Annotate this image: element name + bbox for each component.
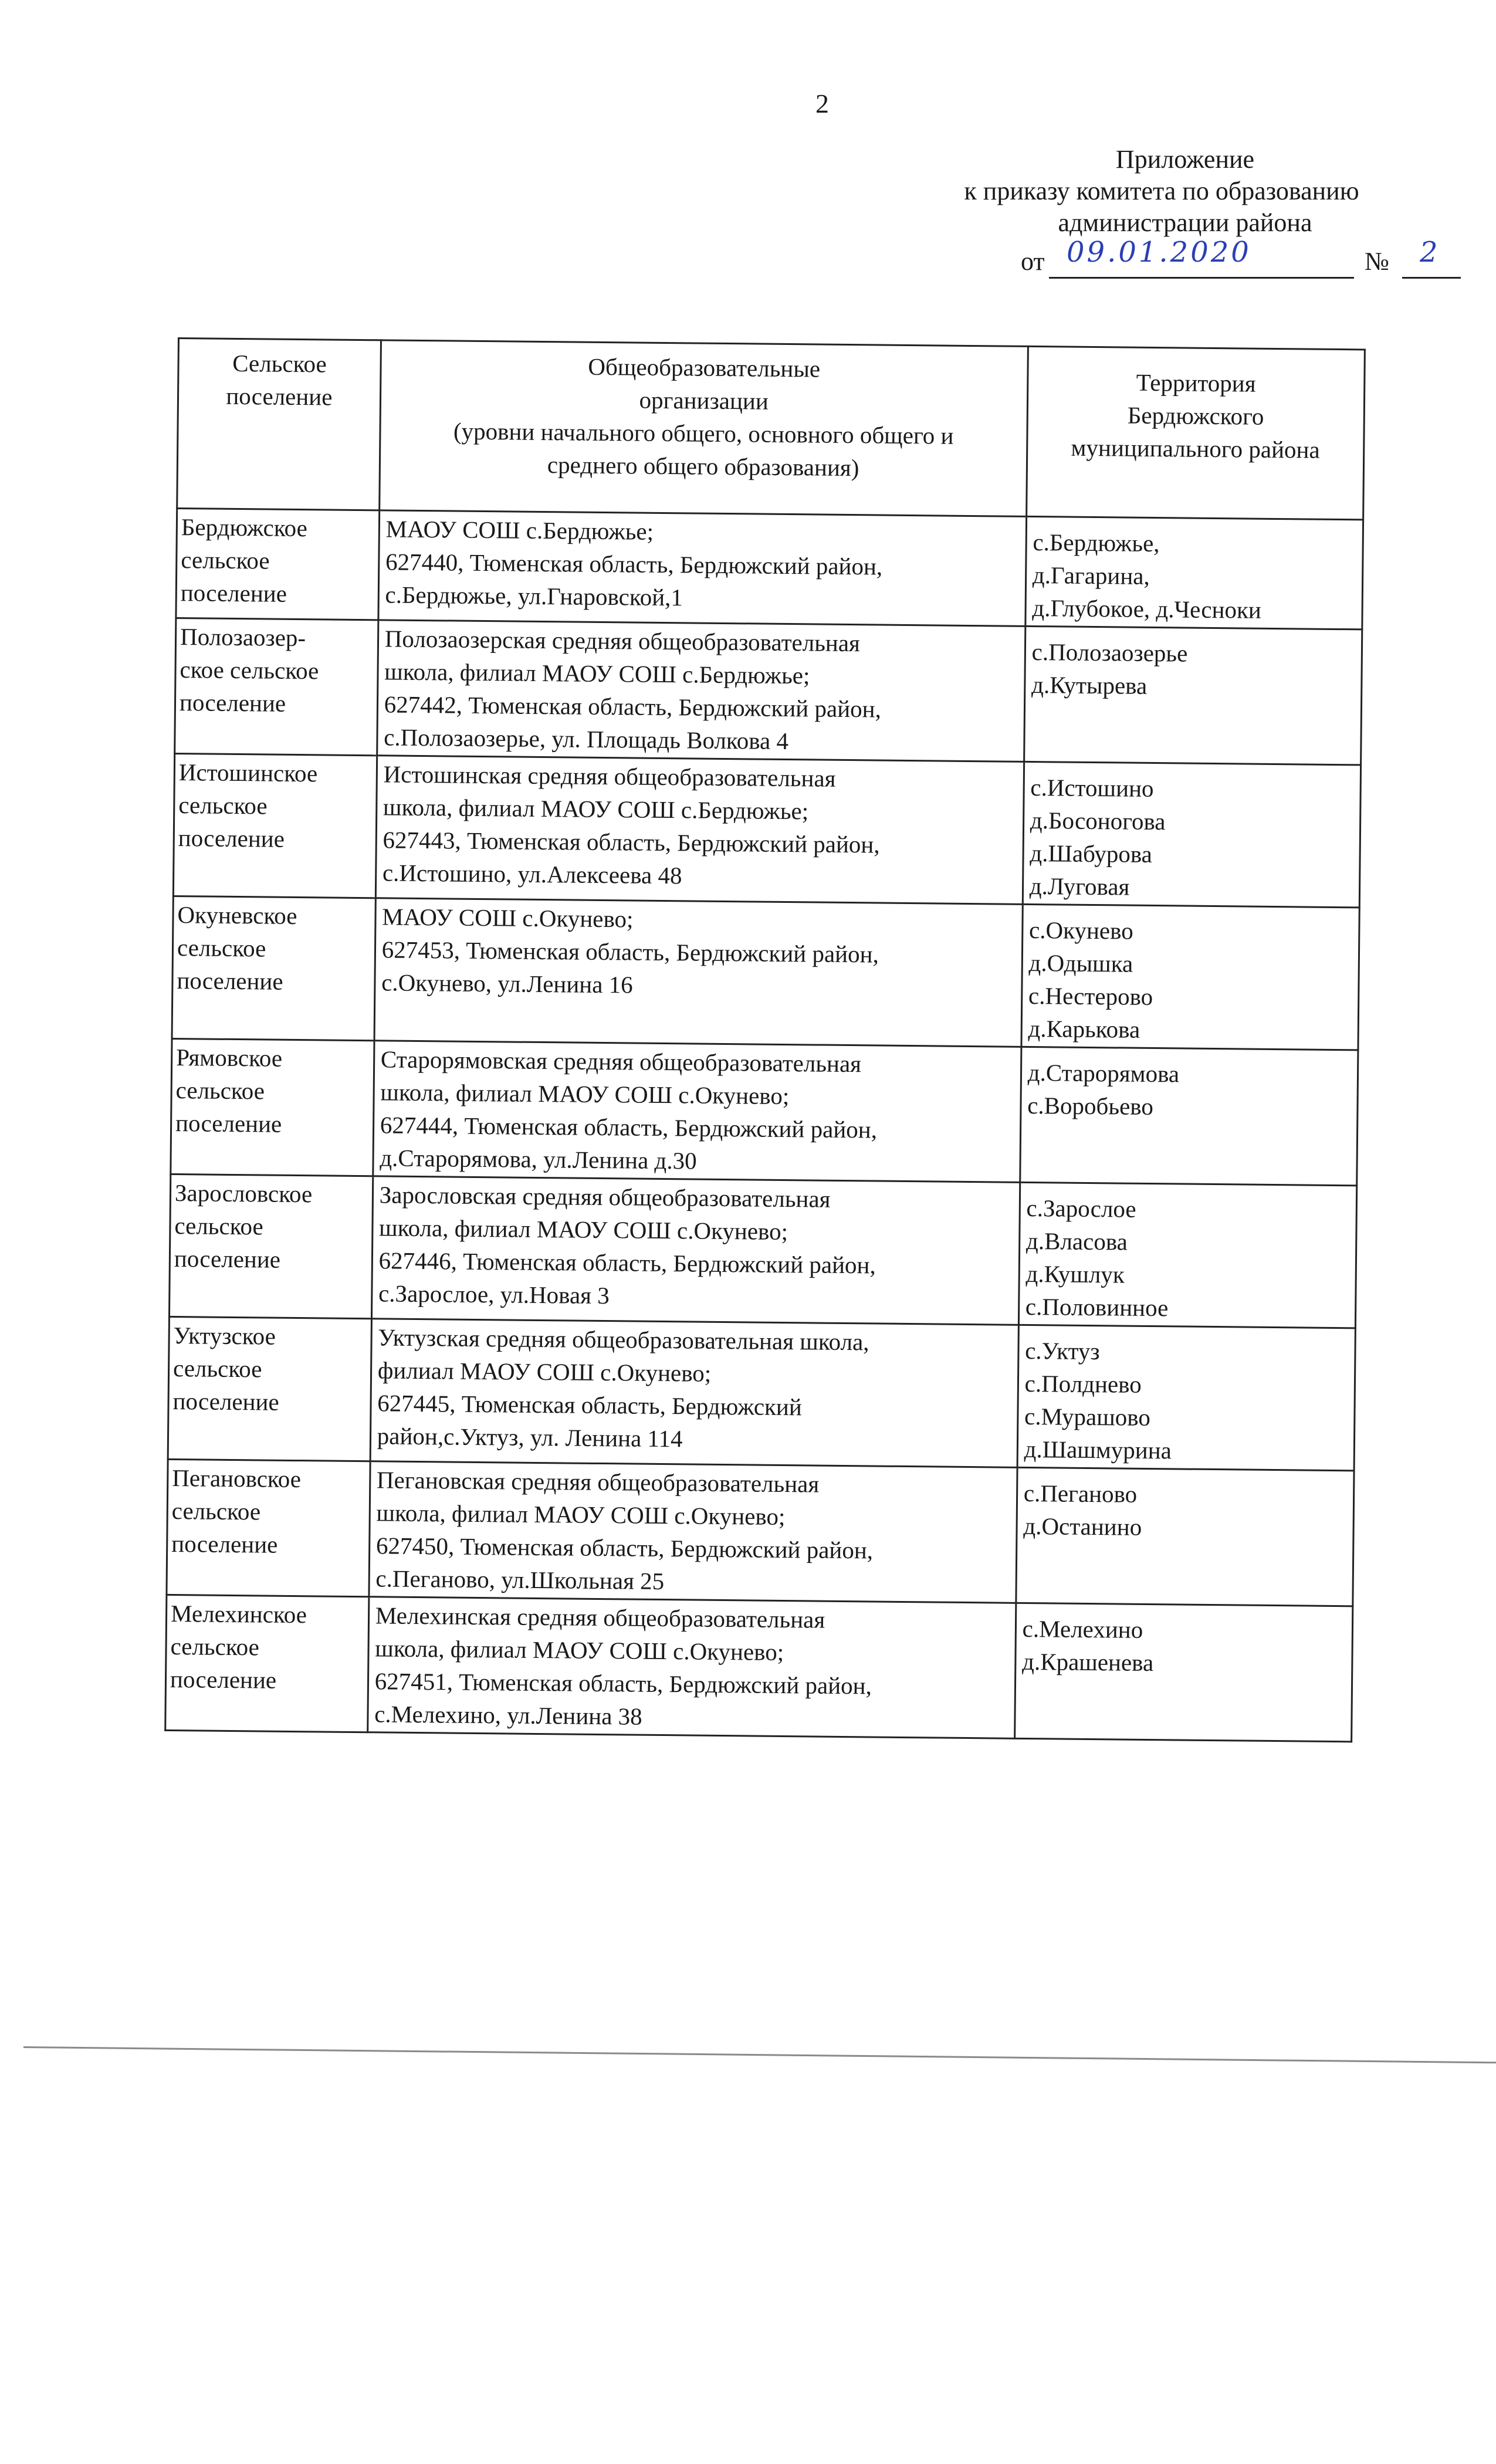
- territory-cell: [1018, 1182, 1357, 1328]
- territory-cell: [1021, 904, 1360, 1050]
- cell-text-line: сельское: [172, 1355, 262, 1383]
- cell-text-line: с.Пеганово: [1023, 1479, 1138, 1508]
- appendix-order-reference: к приказу комитета по образованию: [964, 177, 1359, 205]
- organization-cell: [374, 898, 1023, 1047]
- cell-text-line: школа, филиал МАОУ СОШ с.Окунево;: [376, 1499, 786, 1531]
- organization-cell: [378, 510, 1027, 627]
- cell-text-line: сельское: [174, 1212, 263, 1240]
- table-row: [175, 618, 1362, 764]
- territory-cell: [1020, 1047, 1358, 1186]
- cell-text-line: с.Зарослое, ул.Новая 3: [378, 1280, 610, 1309]
- header-settlement: [177, 339, 381, 510]
- number-prefix: №: [1365, 247, 1389, 276]
- cell-text-line: с.Уктуз: [1025, 1336, 1100, 1365]
- handwritten-number: 2: [1420, 236, 1440, 269]
- cell-text-line: Зарословское: [174, 1179, 313, 1208]
- cell-text-line: школа, филиал МАОУ СОШ с.Бердюжье;: [384, 658, 810, 689]
- cell-text-line: поселение: [179, 689, 286, 717]
- cell-text-line: поселение: [170, 1665, 277, 1694]
- cell-text-line: Уктузская средняя общеобразовательная школа,: [378, 1324, 869, 1356]
- cell-text-line: д.Останино: [1023, 1512, 1142, 1541]
- cell-text-line: с.Полозаозерье, ул. Площадь Волкова 4: [383, 723, 789, 755]
- organization-cell: [369, 1461, 1017, 1603]
- cell-text-line: Истошинская средняя общеобразовательная: [383, 760, 836, 792]
- cell-text-line: д.Гагарина,: [1032, 561, 1150, 590]
- cell-text-line: 627444, Тюменская область, Бердюжский район,: [380, 1111, 878, 1143]
- cell-text-line: 627445, Тюменская область, Бердюжский: [377, 1389, 803, 1421]
- cell-text-line: с.Мелехино, ул.Ленина 38: [374, 1700, 642, 1730]
- cell-text-line: д.Кушлук: [1025, 1260, 1125, 1288]
- cell-text-line: д.Одышка: [1028, 949, 1133, 977]
- cell-text-line: с.Зарослое: [1026, 1194, 1136, 1223]
- settlement-cell: [172, 896, 375, 1040]
- cell-text-line: с.Окунево: [1028, 916, 1133, 945]
- cell-text-line: сельское: [178, 791, 268, 820]
- cell-text-line: поселение: [180, 579, 287, 607]
- cell-text-line: муниципального района: [1071, 434, 1320, 463]
- cell-text-line: Рямовское: [176, 1044, 283, 1072]
- settlement-cell: [173, 753, 377, 898]
- cell-text-line: Пегановское: [172, 1464, 302, 1493]
- table-row: [171, 1038, 1358, 1185]
- cell-text-line: с.Истошино, ул.Алексеева 48: [382, 859, 682, 889]
- cell-text-line: с.Пеганово, ул.Школьная 25: [375, 1565, 665, 1595]
- table-body: [165, 509, 1363, 1742]
- cell-text-line: Полозаозер-: [180, 623, 306, 652]
- cell-text-line: Бердюжское: [181, 513, 308, 542]
- header-organizations: [379, 340, 1028, 517]
- cell-text-line: д.Шашмурина: [1024, 1435, 1172, 1464]
- cell-text-line: д.Шабурова: [1030, 839, 1153, 868]
- cell-text-line: поселение: [174, 1245, 281, 1273]
- cell-text-line: Полозаозерская средняя общеобразовательная: [384, 625, 861, 657]
- appendix-title: Приложение: [1115, 145, 1255, 174]
- cell-text-line: с.Бердюжье,: [1033, 529, 1160, 557]
- cell-text-line: Зарословская средняя общеобразовательная: [379, 1181, 831, 1213]
- cell-text-line: поселение: [177, 967, 283, 995]
- cell-text-line: Пегановская средняя общеобразовательная: [376, 1466, 820, 1498]
- table-row: [167, 1459, 1354, 1606]
- cell-text-line: 627446, Тюменская область, Бердюжский район,: [378, 1247, 876, 1279]
- table-row: [172, 896, 1359, 1050]
- schools-territory-table-wrapper: [164, 337, 1366, 1742]
- organization-cell: [375, 756, 1024, 905]
- cell-text-line: Мелехинское: [170, 1599, 307, 1629]
- cell-text-line: д.Глубокое, д.Чесноки: [1032, 594, 1262, 624]
- organization-cell: [377, 620, 1025, 762]
- organization-cell: [367, 1597, 1016, 1739]
- settlement-cell: [175, 618, 378, 755]
- settlement-cell: [167, 1459, 370, 1596]
- territory-cell: [1016, 1467, 1354, 1606]
- cell-text-line: 627451, Тюменская область, Бердюжский район,: [374, 1667, 872, 1700]
- cell-text-line: д.Кутырева: [1031, 671, 1148, 699]
- appendix-header: [939, 144, 1431, 239]
- cell-text-line: поселение: [178, 824, 285, 852]
- cell-text-line: с.Воробьево: [1027, 1091, 1154, 1121]
- cell-text-line: Старорямовская средняя общеобразовательная: [380, 1045, 862, 1078]
- cell-text-line: д.Босоногова: [1030, 806, 1166, 835]
- cell-text-line: с.Мелехино: [1022, 1615, 1143, 1643]
- cell-text-line: Уктузское: [173, 1322, 276, 1350]
- cell-text-line: филиал МАОУ СОШ с.Окунево;: [377, 1356, 712, 1387]
- cell-text-line: д.Старорямова: [1027, 1058, 1180, 1088]
- territory-cell: [1017, 1325, 1356, 1471]
- cell-text-line: поселение: [171, 1529, 278, 1558]
- cell-text-line: д.Карькова: [1028, 1014, 1140, 1043]
- page-number: 2: [815, 89, 829, 119]
- territory-cell: [1025, 516, 1363, 629]
- organization-cell: [373, 1041, 1021, 1183]
- cell-text-line: 627453, Тюменская область, Бердюжский район,: [381, 936, 879, 968]
- table-row: [168, 1316, 1355, 1470]
- cell-text-line: сельское: [177, 934, 266, 962]
- cell-text-line: 627443, Тюменская область, Бердюжский район,: [383, 826, 880, 858]
- cell-text-line: сельское: [171, 1497, 261, 1525]
- cell-text-line: д.Власова: [1025, 1227, 1128, 1255]
- organization-cell: [371, 1176, 1020, 1325]
- territory-cell: [1023, 761, 1361, 908]
- header-territory: [1026, 346, 1365, 519]
- cell-text-line: с.Мурашово: [1024, 1402, 1151, 1431]
- cell-text-line: с.Нестерово: [1028, 981, 1153, 1011]
- cell-text-line: Общеобразовательные: [588, 353, 821, 383]
- cell-text-line: с.Окунево, ул.Ленина 16: [381, 969, 633, 999]
- table-row: [169, 1174, 1356, 1328]
- cell-text-line: школа, филиал МАОУ СОШ с.Окунево;: [378, 1214, 788, 1245]
- cell-text-line: Сельское: [232, 349, 327, 378]
- table-header-row: [177, 339, 1365, 520]
- cell-text-line: поселение: [172, 1387, 279, 1416]
- cell-text-line: ское сельское: [180, 656, 319, 685]
- cell-text-line: поселение: [175, 1109, 282, 1138]
- cell-text-line: с.Полозаозерье: [1031, 638, 1188, 667]
- cell-text-line: д.Старорямова, ул.Ленина д.30: [380, 1144, 697, 1175]
- territory-cell: [1024, 626, 1362, 765]
- table-row: [165, 1595, 1353, 1741]
- cell-text-line: с.Половинное: [1025, 1292, 1169, 1322]
- settlement-cell: [176, 509, 380, 620]
- order-number-field: [1402, 236, 1461, 279]
- settlement-cell: [171, 1038, 374, 1176]
- cell-text-line: д.Луговая: [1029, 872, 1130, 901]
- date-prefix: от: [1021, 247, 1045, 276]
- cell-text-line: с.Полднево: [1024, 1369, 1142, 1398]
- cell-text-line: 627442, Тюменская область, Бердюжский район,: [384, 691, 882, 723]
- cell-text-line: сельское: [181, 546, 270, 574]
- cell-text-line: с.Истошино: [1030, 773, 1154, 803]
- table-row: [173, 753, 1360, 907]
- cell-text-line: Мелехинская средняя общеобразовательная: [375, 1602, 825, 1633]
- table-row: [176, 509, 1363, 629]
- schools-territory-table: [164, 337, 1366, 1742]
- cell-text-line: школа, филиал МАОУ СОШ с.Бердюжье;: [383, 793, 809, 825]
- settlement-cell: [165, 1595, 369, 1732]
- cell-text-line: школа, филиал МАОУ СОШ с.Окунево;: [375, 1634, 784, 1666]
- footer-divider: [23, 2046, 1496, 2063]
- cell-text-line: 627450, Тюменская область, Бердюжский район,: [375, 1532, 874, 1564]
- settlement-cell: [169, 1174, 373, 1318]
- cell-text-line: сельское: [170, 1632, 260, 1661]
- cell-text-line: Окуневское: [177, 901, 297, 929]
- territory-cell: [1014, 1603, 1352, 1742]
- appendix-administration: администрации района: [1058, 208, 1312, 237]
- cell-text-line: с.Бердюжье, ул.Гнаровской,1: [385, 581, 683, 611]
- cell-text-line: среднего общего образования): [547, 451, 859, 482]
- cell-text-line: д.Крашенева: [1021, 1647, 1154, 1677]
- cell-text-line: Истошинское: [178, 759, 318, 787]
- cell-text-line: организации: [639, 386, 769, 415]
- cell-text-line: (уровни начального общего, основного общего и: [453, 417, 954, 449]
- cell-text-line: Территория: [1136, 368, 1256, 397]
- cell-text-line: сельское: [175, 1077, 265, 1105]
- cell-text-line: район,с.Уктуз, ул. Ленина 114: [377, 1422, 683, 1453]
- cell-text-line: Бердюжского: [1127, 401, 1264, 430]
- cell-text-line: МАОУ СОШ с.Окунево;: [382, 903, 634, 933]
- order-date-field: [1049, 236, 1354, 279]
- cell-text-line: школа, филиал МАОУ СОШ с.Окунево;: [380, 1078, 790, 1110]
- cell-text-line: МАОУ СОШ с.Бердюжье;: [385, 515, 654, 545]
- handwritten-date: 09.01.2020: [1067, 236, 1251, 269]
- settlement-cell: [168, 1316, 371, 1461]
- cell-text-line: 627440, Тюменская область, Бердюжский район,: [385, 548, 883, 580]
- cell-text-line: поселение: [226, 382, 333, 411]
- organization-cell: [370, 1319, 1018, 1468]
